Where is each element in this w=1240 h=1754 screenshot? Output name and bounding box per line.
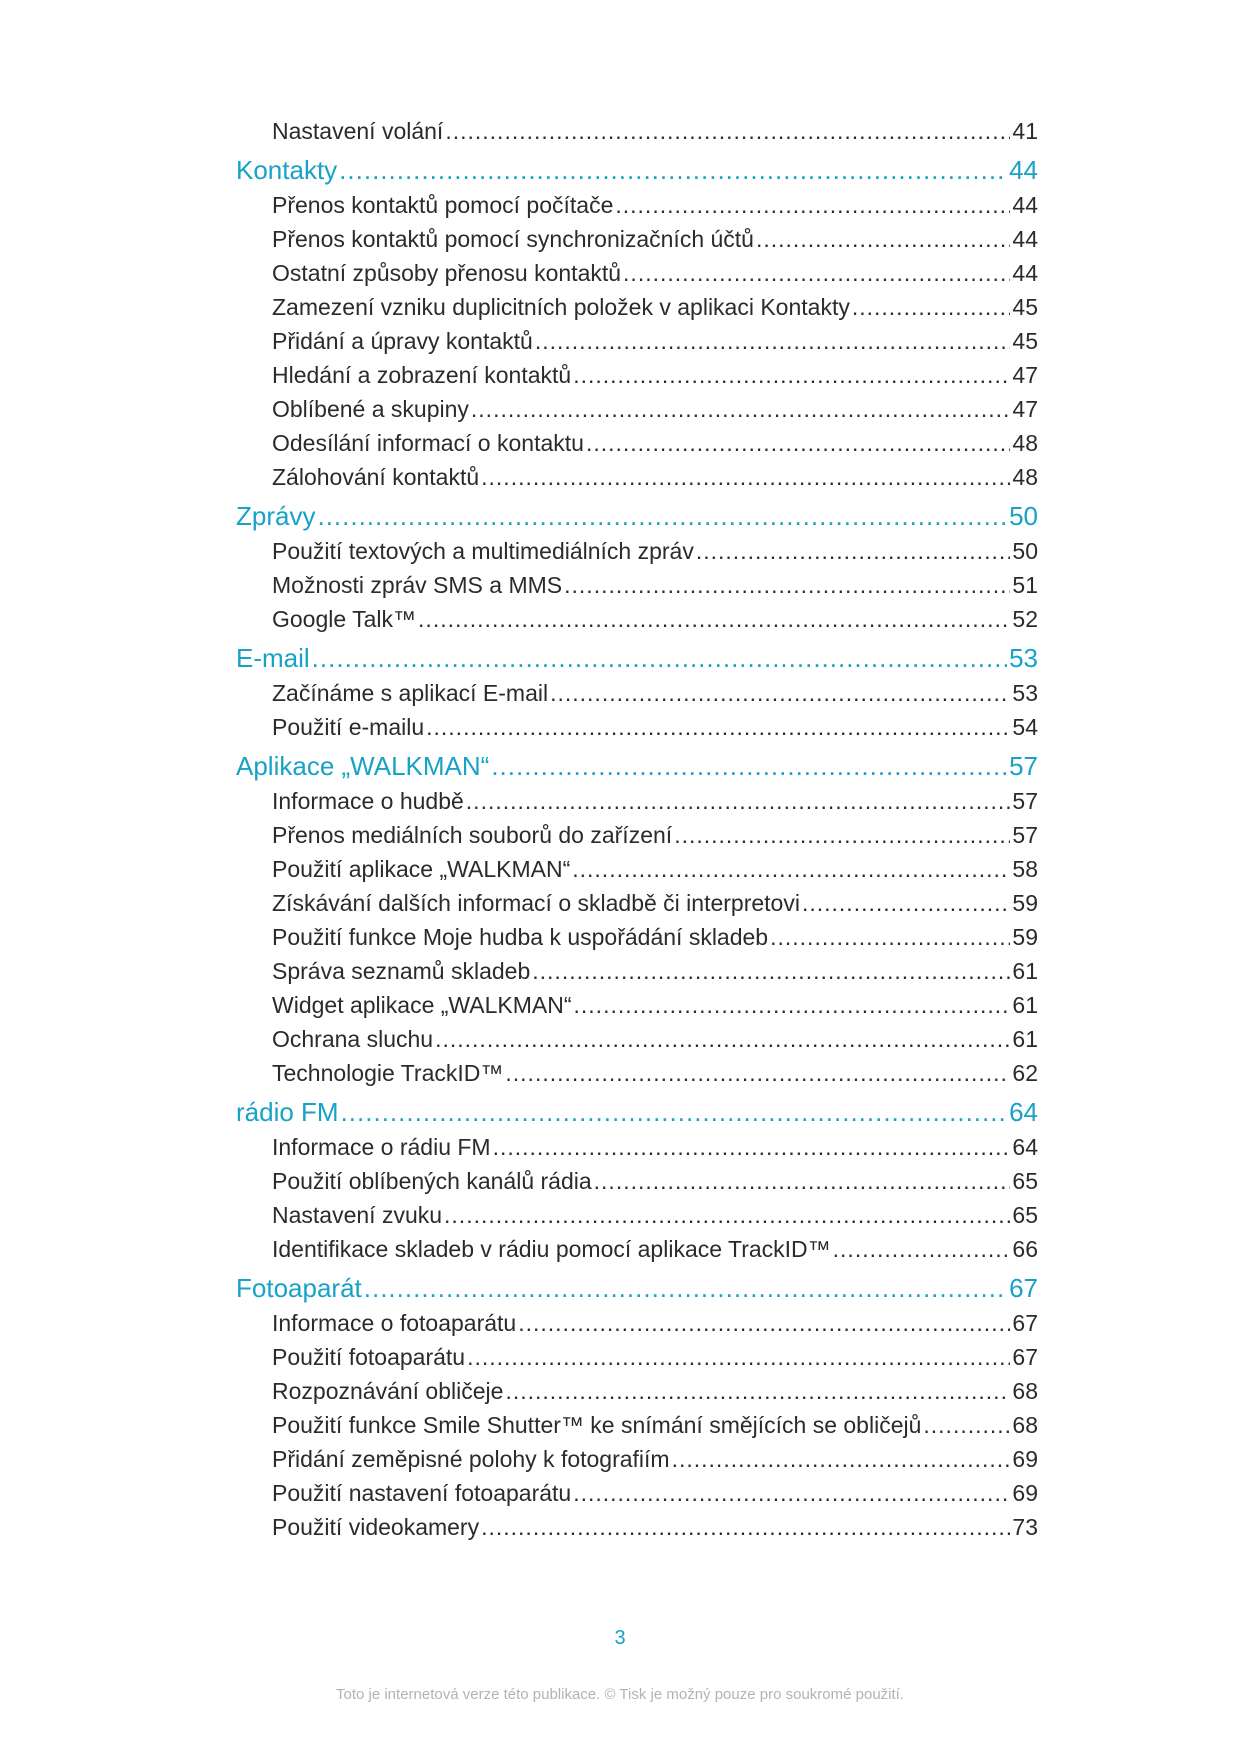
toc-title: Získávání dalších informací o skladbě či interpretovi [272,890,800,916]
toc-title: Fotoaparát [236,1273,362,1303]
toc-entry[interactable] [236,886,1038,920]
toc-title: Použití textových a multimediálních zpráv [272,538,694,564]
toc-title: Přidání zeměpisné polohy k fotografiím [272,1446,670,1472]
toc-entry[interactable] [236,1198,1038,1232]
toc-page-number: 44 [1012,226,1038,252]
toc-page-number: 73 [1012,1514,1038,1540]
toc-title: Google Talk™ [272,606,417,632]
toc-title: Ochrana sluchu [272,1026,434,1052]
dot-leader [505,1374,1010,1408]
table-of-contents [236,114,1038,1544]
toc-entry[interactable] [236,1408,1038,1442]
toc-title: Zprávy [236,501,316,531]
dot-leader [341,1094,1008,1130]
toc-title: Informace o rádiu FM [272,1134,491,1160]
toc-entry[interactable] [236,188,1038,222]
toc-chapter[interactable] [236,1094,1038,1130]
toc-page-number: 48 [1012,464,1038,490]
toc-page-number: 69 [1012,1446,1038,1472]
toc-title: Použití fotoaparátu [272,1344,466,1370]
toc-page-number: 64 [1012,1134,1038,1160]
toc-title: Nastavení zvuku [272,1202,443,1228]
dot-leader [466,784,1011,818]
toc-title: Aplikace „WALKMAN“ [236,751,490,781]
dot-leader [444,1198,1010,1232]
dot-leader [364,1270,1007,1306]
toc-page-number: 64 [1009,1097,1038,1127]
toc-page-number: 67 [1012,1310,1038,1336]
toc-page-number: 69 [1012,1480,1038,1506]
toc-entry[interactable] [236,256,1038,290]
dot-leader [445,114,1010,148]
toc-page-number: 53 [1012,680,1038,706]
dot-leader [418,602,1010,636]
toc-title: Kontakty [236,155,338,185]
toc-page-number: 50 [1012,538,1038,564]
dot-leader [852,290,1011,324]
toc-title: Použití nastavení fotoaparátu [272,1480,572,1506]
dot-leader [518,1306,1010,1340]
toc-entry[interactable] [236,852,1038,886]
toc-title: Přenos kontaktů pomocí počítače [272,192,614,218]
toc-page-number: 68 [1012,1378,1038,1404]
toc-entry[interactable] [236,1340,1038,1374]
toc-page-number: 53 [1009,643,1038,673]
toc-page-number: 59 [1012,890,1038,916]
dot-leader [615,188,1010,222]
toc-page-number: 51 [1012,572,1038,598]
toc-chapter[interactable] [236,640,1038,676]
toc-page-number: 61 [1012,1026,1038,1052]
dot-leader [471,392,1011,426]
toc-entry[interactable] [236,222,1038,256]
toc-page-number: 62 [1012,1060,1038,1086]
dot-leader [532,954,1010,988]
toc-title: Přenos mediálních souborů do zařízení [272,822,673,848]
toc-title: Přidání a úpravy kontaktů [272,328,533,354]
toc-title: Možnosti zpráv SMS a MMS [272,572,563,598]
toc-page-number: 66 [1012,1236,1038,1262]
toc-page-number: 45 [1012,294,1038,320]
toc-page-number: 50 [1009,501,1038,531]
toc-entry[interactable] [236,460,1038,494]
toc-entry[interactable] [236,1232,1038,1266]
dot-leader [623,256,1010,290]
toc-entry[interactable] [236,114,1038,148]
dot-leader [312,640,1007,676]
toc-title: Použití e-mailu [272,714,425,740]
toc-entry[interactable] [236,568,1038,602]
toc-page-number: 68 [1012,1412,1038,1438]
toc-entry[interactable] [236,1164,1038,1198]
toc-title: Zamezení vzniku duplicitních položek v aplikaci Kontakty [272,294,850,320]
toc-title: Informace o fotoaparátu [272,1310,517,1336]
toc-page-number: 67 [1009,1273,1038,1303]
toc-title: Widget aplikace „WALKMAN“ [272,992,572,1018]
toc-page-number: 59 [1012,924,1038,950]
toc-chapter[interactable] [236,152,1038,188]
page-number: 3 [614,1627,626,1649]
toc-page-number: 58 [1012,856,1038,882]
toc-page-number: 44 [1012,260,1038,286]
toc-entry[interactable] [236,324,1038,358]
toc-page-number: 61 [1012,958,1038,984]
dot-leader [573,1476,1010,1510]
toc-title: Správa seznamů skladeb [272,958,531,984]
dot-leader [481,1510,1010,1544]
toc-entry[interactable] [236,358,1038,392]
toc-title: Použití aplikace „WALKMAN“ [272,856,571,882]
dot-leader [586,426,1010,460]
toc-title: Použití oblíbených kanálů rádia [272,1168,592,1194]
toc-page-number: 47 [1012,396,1038,422]
dot-leader [493,1130,1011,1164]
toc-entry[interactable] [236,1374,1038,1408]
toc-title: Použití funkce Smile Shutter™ ke snímání smějících se obličejů [272,1412,922,1438]
toc-title: Začínáme s aplikací E-mail [272,680,549,706]
toc-title: Odesílání informací o kontaktu [272,430,584,456]
dot-leader [491,748,1007,784]
toc-title: rádio FM [236,1097,339,1127]
toc-entry[interactable] [236,1306,1038,1340]
dot-leader [770,920,1010,954]
toc-title: Oblíbené a skupiny [272,396,469,422]
toc-page-number: 67 [1012,1344,1038,1370]
dot-leader [572,852,1010,886]
toc-page-number: 44 [1009,155,1038,185]
toc-page-number: 54 [1012,714,1038,740]
toc-title: Použití videokamery [272,1514,480,1540]
toc-page-number: 44 [1012,192,1038,218]
toc-page-number: 61 [1012,992,1038,1018]
toc-title: Identifikace skladeb v rádiu pomocí aplikace TrackID™ [272,1236,831,1262]
toc-title: Ostatní způsoby přenosu kontaktů [272,260,622,286]
toc-page-number: 41 [1012,118,1038,144]
toc-page-number: 48 [1012,430,1038,456]
toc-chapter[interactable] [236,748,1038,784]
toc-title: Použití funkce Moje hudba k uspořádání skladeb [272,924,769,950]
toc-entry[interactable] [236,290,1038,324]
toc-entry[interactable] [236,954,1038,988]
dot-leader [756,222,1010,256]
dot-leader [672,1442,1011,1476]
toc-entry[interactable] [236,818,1038,852]
dot-leader [317,498,1007,534]
toc-page-number: 45 [1012,328,1038,354]
dot-leader [802,886,1010,920]
dot-leader [833,1232,1011,1266]
dot-leader [696,534,1011,568]
toc-entry[interactable] [236,988,1038,1022]
toc-entry[interactable] [236,1130,1038,1164]
footer-notice: Toto je internetová verze této publikace. © Tisk je možný pouze pro soukromé použití. [335,1686,904,1703]
toc-entry[interactable] [236,710,1038,744]
toc-entry[interactable] [236,426,1038,460]
toc-title: Rozpoznávání obličeje [272,1378,504,1404]
dot-leader [535,324,1011,358]
dot-leader [573,358,1010,392]
dot-leader [674,818,1010,852]
toc-entry[interactable] [236,392,1038,426]
toc-entry[interactable] [236,534,1038,568]
toc-title: Přenos kontaktů pomocí synchronizačních účtů [272,226,754,252]
toc-title: E-mail [236,643,310,673]
toc-entry[interactable] [236,1510,1038,1544]
dot-leader [564,568,1010,602]
toc-entry[interactable] [236,784,1038,818]
dot-leader [426,710,1010,744]
toc-page-number: 57 [1012,822,1038,848]
dot-leader [594,1164,1011,1198]
toc-chapter[interactable] [236,1270,1038,1306]
toc-entry[interactable] [236,920,1038,954]
toc-page-number: 57 [1012,788,1038,814]
toc-title: Nastavení volání [272,118,444,144]
dot-leader [339,152,1007,188]
toc-entry[interactable] [236,1476,1038,1510]
toc-title: Informace o hudbě [272,788,464,814]
dot-leader [467,1340,1010,1374]
toc-title: Hledání a zobrazení kontaktů [272,362,572,388]
toc-entry[interactable] [236,602,1038,636]
dot-leader [574,988,1011,1022]
toc-page-number: 57 [1009,751,1038,781]
toc-chapter[interactable] [236,498,1038,534]
toc-entry[interactable] [236,1022,1038,1056]
toc-page-number: 52 [1012,606,1038,632]
dot-leader [481,460,1010,494]
toc-entry[interactable] [236,1442,1038,1476]
toc-title: Zálohování kontaktů [272,464,480,490]
toc-page-number: 47 [1012,362,1038,388]
dot-leader [435,1022,1010,1056]
dot-leader [550,676,1010,710]
toc-title: Technologie TrackID™ [272,1060,504,1086]
toc-page-number: 65 [1012,1168,1038,1194]
dot-leader [505,1056,1010,1090]
toc-entry[interactable] [236,676,1038,710]
dot-leader [923,1408,1010,1442]
toc-entry[interactable] [236,1056,1038,1090]
toc-page-number: 65 [1012,1202,1038,1228]
